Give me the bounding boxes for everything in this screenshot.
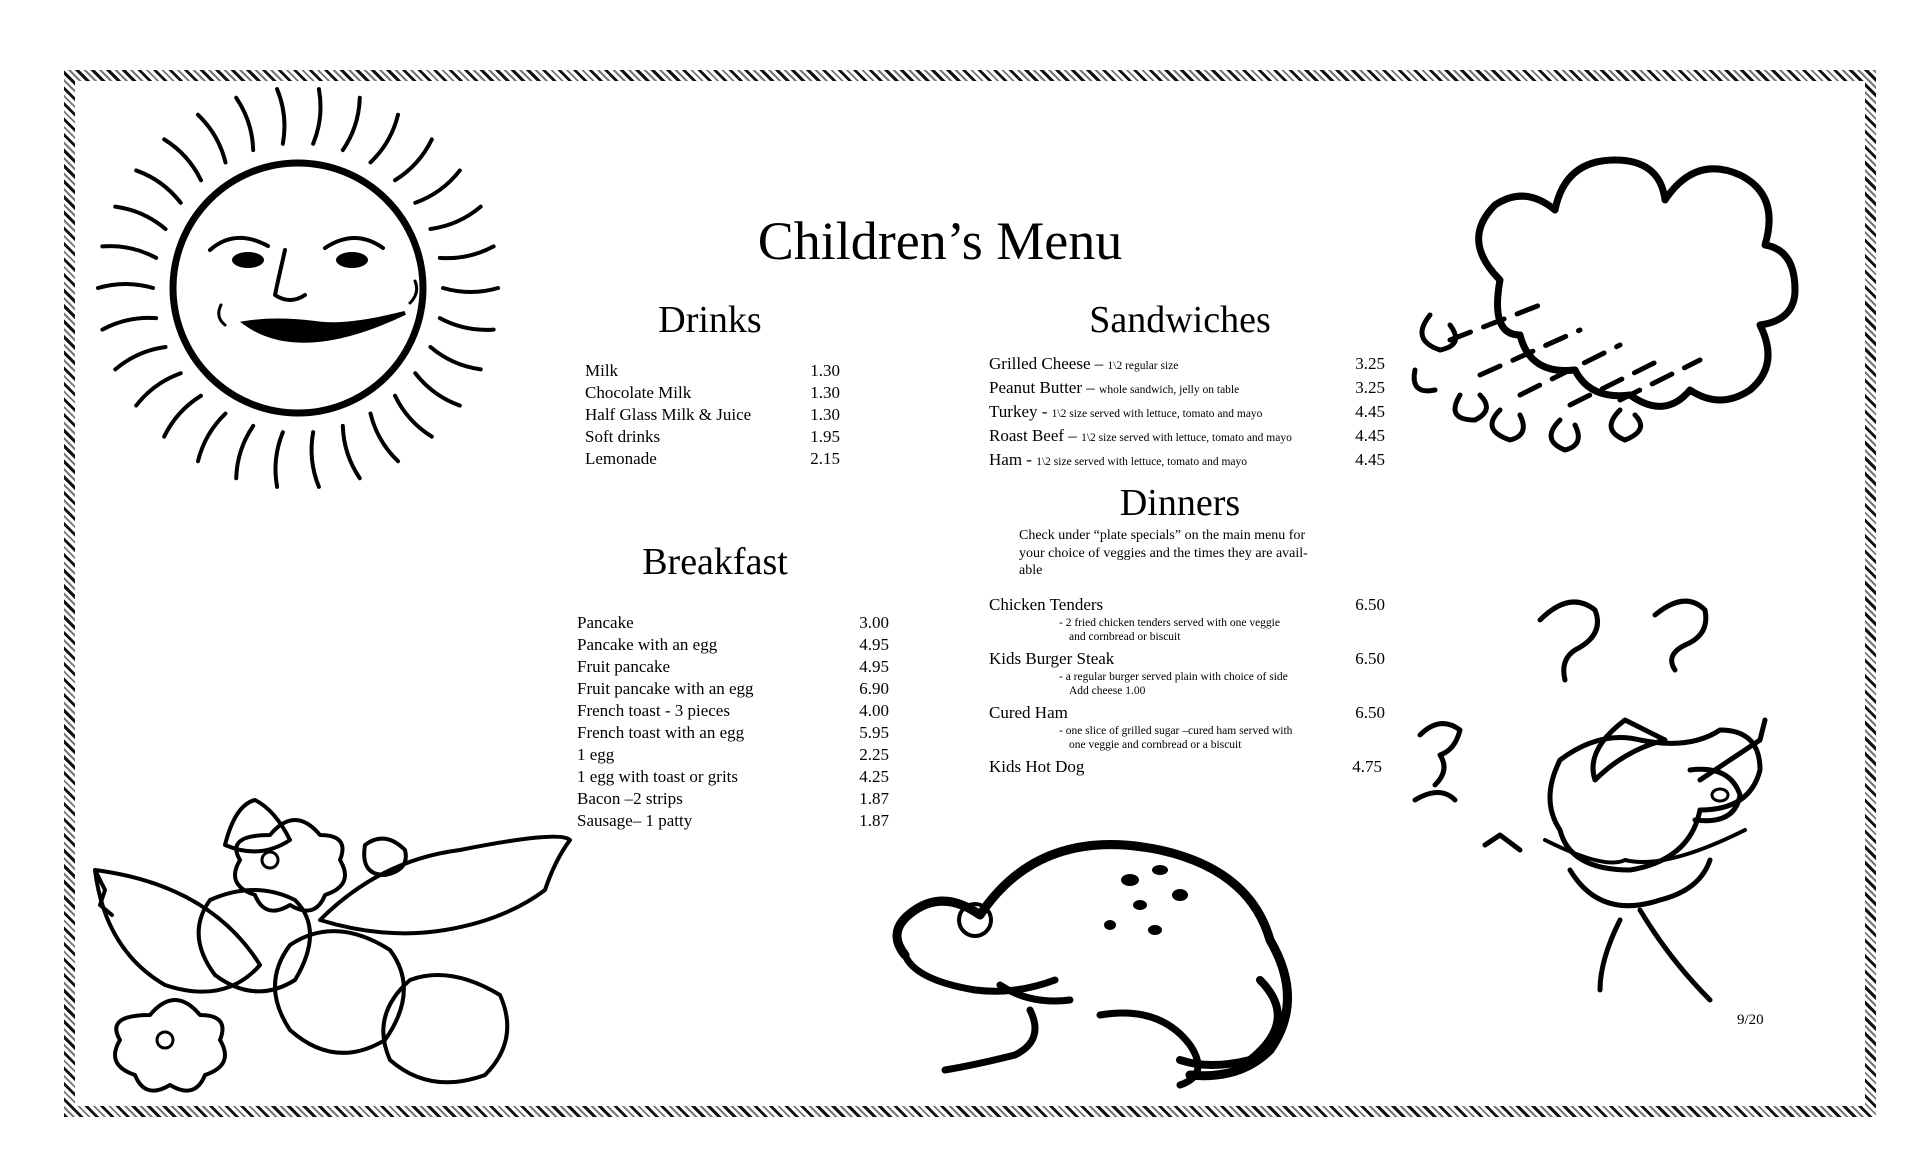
item-name: French toast - 3 pieces bbox=[577, 701, 730, 720]
item-name-text: Turkey - bbox=[989, 402, 1048, 421]
item-price: 6.90 bbox=[859, 679, 889, 698]
item-name: Cured Ham bbox=[989, 703, 1068, 722]
item-name: French toast with an egg bbox=[577, 723, 745, 742]
item-price: 2.15 bbox=[810, 449, 840, 468]
date-code: 9/20 bbox=[1737, 1012, 1764, 1028]
item-description: whole sandwich, jelly on table bbox=[1099, 384, 1240, 396]
item-price: 1.87 bbox=[859, 811, 889, 830]
item-price: 3.25 bbox=[1355, 354, 1385, 373]
sandwiches-heading: Sandwiches bbox=[1089, 299, 1271, 341]
item-price: 1.95 bbox=[810, 427, 840, 446]
item-description: 1\2 size served with lettuce, tomato and mayo bbox=[1036, 456, 1247, 468]
item-description: - a regular burger served plain with choice of side bbox=[1059, 671, 1288, 683]
item-description: and cornbread or biscuit bbox=[1069, 631, 1181, 643]
item-description: 1\2 size served with lettuce, tomato and mayo bbox=[1081, 432, 1292, 444]
menu-title: Children’s Menu bbox=[757, 211, 1123, 271]
item-name: Kids Burger Steak bbox=[989, 649, 1115, 668]
item-price: 4.45 bbox=[1355, 450, 1385, 469]
item-name: Milk bbox=[585, 361, 619, 380]
item-price: 4.25 bbox=[859, 767, 889, 786]
item-name: Chocolate Milk bbox=[585, 383, 692, 402]
item-name: Fruit pancake bbox=[577, 657, 670, 676]
item-description: - 2 fried chicken tenders served with one veggie bbox=[1059, 617, 1280, 629]
item-name: 1 egg bbox=[577, 745, 615, 764]
item-name-text: Peanut Butter – bbox=[989, 378, 1095, 397]
note-line: your choice of veggies and the times they are avail- bbox=[1019, 545, 1308, 561]
note-line: Check under “plate specials” on the main menu for bbox=[1019, 528, 1306, 543]
item-price: 3.00 bbox=[859, 613, 889, 632]
item-name: Half Glass Milk & Juice bbox=[585, 405, 752, 424]
item-price: 5.95 bbox=[859, 723, 889, 742]
item-description: - one slice of grilled sugar –cured ham served with bbox=[1059, 725, 1293, 737]
item-price: 1.30 bbox=[810, 405, 840, 424]
item-name: Kids Hot Dog bbox=[989, 757, 1085, 776]
drinks-heading: Drinks bbox=[658, 299, 762, 341]
item-price: 4.95 bbox=[859, 657, 889, 676]
item-price: 6.50 bbox=[1355, 595, 1385, 614]
item-price: 6.50 bbox=[1355, 703, 1385, 722]
item-price: 1.30 bbox=[810, 383, 840, 402]
item-description: 1\2 size served with lettuce, tomato and mayo bbox=[1051, 408, 1263, 420]
item-name: Chicken Tenders bbox=[989, 595, 1104, 614]
item-name: Fruit pancake with an egg bbox=[577, 679, 754, 698]
item-price: 4.95 bbox=[859, 635, 889, 654]
item-name: Sausage– 1 patty bbox=[577, 811, 693, 830]
item-price: 6.50 bbox=[1355, 649, 1385, 668]
item-price: 1.30 bbox=[810, 361, 840, 380]
item-price: 3.25 bbox=[1355, 378, 1385, 397]
item-description: 1\2 regular size bbox=[1107, 360, 1179, 372]
item-name: 1 egg with toast or grits bbox=[577, 767, 739, 786]
item-price: 2.25 bbox=[859, 745, 889, 764]
breakfast-heading: Breakfast bbox=[642, 541, 788, 583]
item-name-text: Ham - bbox=[989, 450, 1032, 469]
item-price: 4.00 bbox=[859, 701, 889, 720]
item-price: 4.75 bbox=[1352, 757, 1382, 776]
item-description: Add cheese 1.00 bbox=[1069, 685, 1146, 697]
item-name: Soft drinks bbox=[585, 427, 661, 446]
item-price: 4.45 bbox=[1355, 426, 1385, 445]
dinners-heading: Dinners bbox=[1119, 482, 1241, 524]
item-name: Pancake with an egg bbox=[577, 635, 718, 654]
item-price: 4.45 bbox=[1355, 402, 1385, 421]
item-price: 1.87 bbox=[859, 789, 889, 808]
item-name: Bacon –2 strips bbox=[577, 789, 683, 808]
item-description: one veggie and cornbread or a biscuit bbox=[1069, 739, 1242, 751]
item-name-text: Grilled Cheese – bbox=[989, 354, 1104, 373]
note-line: able bbox=[1019, 563, 1043, 578]
item-name: Lemonade bbox=[585, 449, 657, 468]
item-name: Pancake bbox=[577, 613, 634, 632]
item-name-text: Roast Beef – bbox=[989, 426, 1077, 445]
